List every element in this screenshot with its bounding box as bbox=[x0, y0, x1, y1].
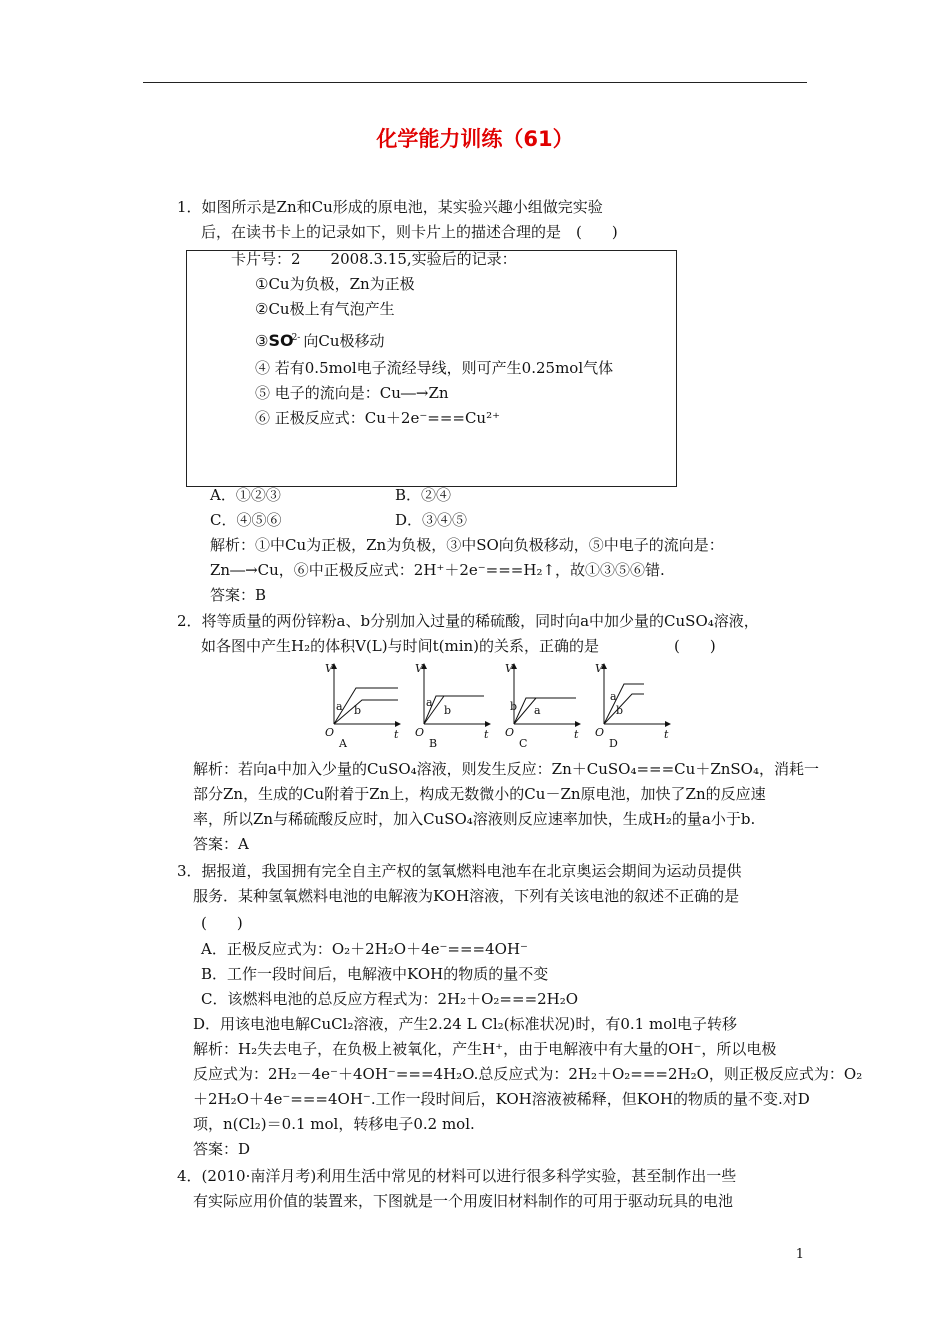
sulfate-charge-sup: 2- bbox=[291, 333, 301, 343]
q3-stem-line1: 3．据报道，我国拥有完全自主产权的氢氧燃料电池车在北京奥运会期间为运动员提供 bbox=[177, 862, 742, 880]
card-item-4: ④ 若有0.5mol电子流经导线，则可产生0.25mol气体 bbox=[255, 359, 614, 377]
q4-stem-line1: 4．(2010·南洋月考)利用生活中常见的材料可以进行很多科学实验，甚至制作出一些 bbox=[177, 1167, 737, 1185]
graph-d-origin: O bbox=[595, 726, 605, 739]
q3-option-d: D．用该电池电解CuCl₂溶液，产生2.24 L Cl₂(标准状况)时，有0.1 mol电子转移 bbox=[193, 1015, 738, 1033]
graph-d-series-a: a bbox=[610, 690, 617, 703]
q1-answer: 答案：B bbox=[210, 586, 267, 604]
q2-explanation-line3: 率，所以Zn与稀硫酸反应时，加入CuSO₄溶液则反应速率加快，生成H₂的量a小于b. bbox=[193, 810, 756, 828]
q3-option-a: A．正极反应式为：O₂＋2H₂O＋4e⁻===4OH⁻ bbox=[201, 940, 528, 958]
graph-b-origin: O bbox=[415, 726, 425, 739]
header-rule bbox=[143, 82, 807, 83]
q1-option-b: B．②④ bbox=[395, 486, 452, 504]
card-item-1: ①Cu为负极，Zn为正极 bbox=[255, 275, 415, 293]
q4-stem-line2: 有实际应用价值的装置来，下图就是一个用废旧材料制作的可用于驱动玩具的电池 bbox=[193, 1192, 734, 1210]
graph-a-origin: O bbox=[325, 726, 335, 739]
q1-explanation-line2: Zn―→Cu，⑥中正极反应式：2H⁺＋2e⁻===H₂↑，故①③⑤⑥错. bbox=[210, 561, 665, 579]
graph-a-v-label: V bbox=[325, 662, 333, 675]
card-header: 卡片号：2 2008.3.15,实验后的记录： bbox=[231, 250, 517, 268]
card-item-3-num: ③ bbox=[255, 332, 269, 350]
graph-c-series-b: b bbox=[510, 700, 518, 713]
graph-d-caption: D bbox=[609, 737, 618, 750]
card-item-5: ⑤ 电子的流向是：Cu―→Zn bbox=[255, 384, 449, 402]
q1-stem-line2: 后，在读书卡上的记录如下，则卡片上的描述合理的是 ( ) bbox=[201, 223, 618, 241]
q3-stem-line2: 服务．某种氢氧燃料电池的电解液为KOH溶液，下列有关该电池的叙述不正确的是 bbox=[193, 887, 740, 905]
q2-explanation-line2: 部分Zn，生成的Cu附着于Zn上，构成无数微小的Cu－Zn原电池，加快了Zn的反应速 bbox=[193, 785, 766, 803]
card-item-6: ⑥ 正极反应式：Cu＋2e⁻===Cu²⁺ bbox=[255, 409, 501, 427]
q3-explanation-line4: 项，n(Cl₂)＝0.1 mol，转移电子0.2 mol. bbox=[193, 1115, 475, 1133]
q1-option-a: A．①②③ bbox=[210, 486, 281, 504]
q2-answer: 答案：A bbox=[193, 835, 249, 853]
graph-b-series-a: a bbox=[426, 696, 433, 709]
graph-c-caption: C bbox=[519, 737, 528, 750]
q3-explanation-line1: 解析：H₂失去电子，在负极上被氧化，产生H⁺，由于电解液中有大量的OH⁻，所以电极 bbox=[193, 1040, 777, 1058]
q1-explanation-line1: 解析：①中Cu为正极，Zn为负极，③中SO向负极移动，⑤中电子的流向是： bbox=[210, 536, 724, 554]
q3-option-c: C．该燃料电池的总反应方程式为：2H₂＋O₂===2H₂O bbox=[201, 990, 579, 1008]
q3-stem-line3: ( ) bbox=[201, 914, 243, 932]
card-item-3-text: 向Cu极移动 bbox=[303, 332, 385, 350]
graph-c bbox=[505, 662, 580, 750]
graph-b-series-b: b bbox=[444, 704, 452, 717]
q2-explanation-line1: 解析：若向a中加入少量的CuSO₄溶液，则发生反应：Zn＋CuSO₄===Cu＋ZnSO₄，消耗一 bbox=[193, 760, 819, 778]
graph-a-caption: A bbox=[339, 737, 347, 750]
graph-c-t-label: t bbox=[574, 728, 579, 741]
q1-option-d: D．③④⑤ bbox=[395, 511, 468, 529]
q3-answer: 答案：D bbox=[193, 1140, 251, 1158]
graph-a-series-b: b bbox=[354, 704, 362, 717]
graph-b-caption: B bbox=[429, 737, 438, 750]
q2-stem-line1: 2．将等质量的两份锌粉a、b分别加入过量的稀硫酸，同时向a中加少量的CuSO₄溶液， bbox=[177, 612, 759, 630]
page-title: 化学能力训练（61） bbox=[376, 127, 574, 151]
graph-b-v-label: V bbox=[415, 662, 423, 675]
q1-option-c: C．④⑤⑥ bbox=[210, 511, 282, 529]
graph-d bbox=[595, 662, 670, 750]
q1-stem-line1: 1．如图所示是Zn和Cu形成的原电池，某实验兴趣小组做完实验 bbox=[177, 198, 603, 216]
q3-explanation-line2: 反应式为：2H₂－4e⁻＋4OH⁻===4H₂O.总反应式为：2H₂＋O₂===2H₂O，则正极反应式为：O₂ bbox=[193, 1065, 863, 1083]
card-item-2: ②Cu极上有气泡产生 bbox=[255, 300, 395, 318]
volume-time-graphs bbox=[322, 658, 667, 750]
q3-explanation-line3: ＋2H₂O＋4e⁻===4OH⁻.工作一段时间后，KOH溶液被稀释，但KOH的物质的量不变.对D bbox=[193, 1090, 810, 1108]
graph-a-t-label: t bbox=[394, 728, 399, 741]
graph-a-series-a: a bbox=[336, 700, 343, 713]
graph-c-v-label: V bbox=[505, 662, 513, 675]
page-number: 1 bbox=[795, 1247, 804, 1262]
graph-b bbox=[415, 662, 490, 750]
graph-b-t-label: t bbox=[484, 728, 489, 741]
q2-stem-line2: 如各图中产生H₂的体积V(L)与时间t(min)的关系，正确的是 ( ) bbox=[201, 637, 716, 655]
graph-c-origin: O bbox=[505, 726, 515, 739]
sulfate-ion: SO bbox=[268, 331, 294, 350]
graph-d-series-b: b bbox=[616, 704, 624, 717]
card-item-3 bbox=[255, 328, 385, 351]
graph-a bbox=[325, 662, 400, 750]
graph-d-v-label: V bbox=[595, 662, 603, 675]
q3-option-b: B．工作一段时间后，电解液中KOH的物质的量不变 bbox=[201, 965, 549, 983]
graph-d-t-label: t bbox=[664, 728, 669, 741]
graph-c-series-a: a bbox=[534, 704, 541, 717]
